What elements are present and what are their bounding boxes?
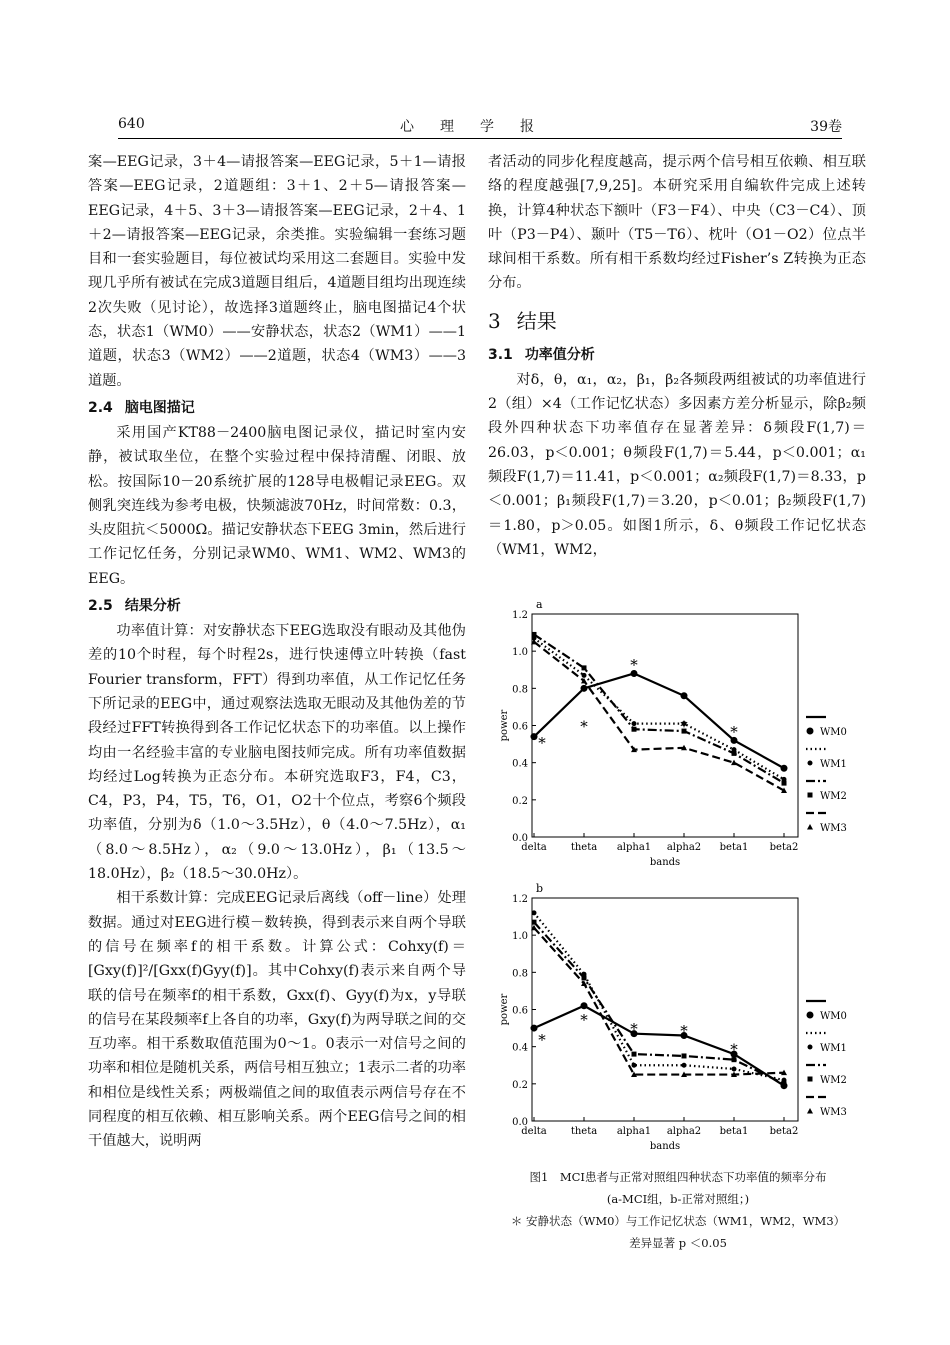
legend-marker (808, 793, 813, 798)
x-tick-label: theta (570, 842, 598, 853)
page-number: 640 (118, 116, 145, 132)
journal-title: 心理学报 (400, 119, 560, 135)
data-point (531, 733, 538, 740)
section-2-4-heading (88, 395, 466, 421)
y-tick-label: 0.6 (512, 721, 528, 733)
data-point (632, 721, 637, 726)
data-point (632, 1052, 637, 1057)
power-chart-a (490, 592, 870, 877)
data-point (532, 910, 537, 915)
data-point (732, 1066, 737, 1071)
x-axis-label: bands (649, 857, 681, 868)
data-point (732, 751, 737, 756)
data-point (581, 980, 587, 986)
x-tick-label: alpha2 (666, 1126, 702, 1137)
series-line-wm0 (534, 673, 784, 768)
y-tick-label: 1.2 (512, 894, 528, 905)
power-calc-paragraph: 功率值计算：对安静状态下EEG选取没有眼动及其他伪差的10个时程，每个时程2s，进行快速傅立叶转换（fast Fourier transform，FFT）得到功率值，从工作记忆任务下所记录的EEG中，通过观察法选取无眼动及其他伪差的节段经过FFT转换得到各工作记忆状态下的功率值。以上操作均由一名经验丰富的专业脑电图技师完成。所有功率值数据均经过Log转换为正态分布。本研究选取F3，F4，C3，C4，P3，P4，T5，T6，O1，O2十个位点，考察6个频段功率值，分别为δ（1.0～3.5Hz），θ（4.0～7.5Hz），α₁（8.0～8.5Hz），α₂（9.0～13.0Hz），β₁（13.5～18.0Hz），β₂（18.5～30.0Hz）。 (88, 623, 466, 883)
x-tick-label: beta1 (719, 1126, 749, 1137)
y-tick-label: 0.2 (512, 1079, 528, 1091)
power-analysis-paragraph: 对δ，θ，α₁，α₂，β₁，β₂各频段两组被试的功率值进行2（组）×4（工作记忆状态）多因素方差分析显示，除β₂频段外四种状态下功率值存在显著差异：δ频段F(1,7)＝26.03，p＜0.001；θ频段F(1,7)＝5.44，p＜0.001；α₁频段F(1,7)＝11.41，p＜0.001；α₂频段F(1,7)＝8.33，p＜0.001；β₁频段F(1,7)＝3.20，p＜0.01；β₂频段F(1,7)＝1.80，p＞0.05。如图1所示，δ、θ频段工作记忆状态（WM1，WM2， (488, 371, 866, 558)
caption-groups: (a-MCI组，b-正常对照组；) (606, 1192, 750, 1206)
chart-panel-a (490, 592, 870, 881)
y-tick-label: 0.2 (512, 795, 528, 807)
series-line-wm3 (534, 642, 784, 791)
data-point (582, 975, 587, 980)
legend-label: WM1 (820, 759, 847, 770)
section-3-1-heading (488, 342, 866, 368)
legend-marker (807, 1012, 814, 1019)
y-tick-label: 0.4 (512, 758, 528, 770)
caption-p-value: 差异显著 p ＜0.05 (629, 1236, 727, 1250)
legend-marker (808, 761, 813, 766)
legend-label: WM0 (820, 1011, 847, 1022)
data-point (682, 1053, 687, 1058)
page-header (118, 116, 842, 139)
data-point (532, 632, 537, 637)
legend-marker (807, 728, 814, 735)
x-tick-label: delta (521, 1126, 547, 1137)
paragraph-continued: 案—EEG记录，3＋4—请报答案—EEG记录，5＋1—请报答案—EEG记录，2道题组：3＋1、2＋5—请报答案—EEG记录，4＋5、3＋3—请报答案—EEG记录，2＋4、1＋2—请报答案—EEG记录，余类推。实验编辑一套练习题目和一套实验题目，每位被试均采用这二套题目。实验中发现几乎所有被试在完成3道题目组后，4道题目组均出现连续2次失败（见讨论），故选择3道题终止，脑电图描记4个状态，状态1（WM0）——安静状态，状态2（WM1）——1道题，状态3（WM2）——2道题，状态4（WM3）——3道题。 (88, 154, 466, 389)
significance-mark: * (538, 734, 546, 753)
panel-label: a (536, 598, 543, 611)
section-2-5-heading (88, 593, 466, 619)
significance-mark: * (630, 656, 638, 675)
section-title: 脑电图描记 (124, 399, 195, 416)
y-tick-label: 1.0 (512, 647, 528, 659)
y-tick-label: 0.0 (512, 833, 528, 844)
x-tick-label: delta (521, 842, 547, 853)
data-point (782, 781, 787, 786)
legend-label: WM2 (820, 1075, 847, 1086)
plot-frame (532, 614, 798, 837)
y-axis-label: power (499, 993, 510, 1026)
chart-panel-b (490, 876, 870, 1165)
caption-significance: ＊ 安静状态（WM0）与工作记忆状态（WM1，WM2，WM3） (510, 1214, 846, 1228)
figure-caption (488, 1166, 868, 1254)
data-point (782, 1081, 787, 1086)
significance-mark: * (580, 717, 588, 736)
legend-label: WM3 (820, 823, 847, 834)
y-tick-label: 0.8 (512, 684, 528, 696)
series-line-wm2 (534, 922, 784, 1084)
significance-mark: * (538, 1031, 546, 1050)
data-point (532, 920, 537, 925)
section-number: 2.4 (88, 399, 113, 416)
legend-label: WM0 (820, 727, 847, 738)
significance-mark: * (730, 723, 738, 742)
legend-marker (808, 1045, 813, 1050)
data-point (681, 692, 688, 699)
y-tick-label: 0.8 (512, 968, 528, 980)
series-line-wm1 (534, 638, 784, 779)
y-tick-label: 0.6 (512, 1005, 528, 1017)
data-point (781, 765, 788, 772)
legend-marker (807, 1108, 813, 1114)
x-tick-label: alpha1 (616, 842, 652, 853)
x-tick-label: beta2 (769, 1126, 799, 1137)
data-point (731, 760, 737, 766)
x-tick-label: alpha2 (666, 842, 702, 853)
legend-marker (807, 824, 813, 830)
y-axis-label: power (499, 709, 510, 742)
section-number: 2.5 (88, 598, 113, 615)
data-point (632, 727, 637, 732)
y-tick-label: 1.0 (512, 931, 528, 943)
section-number: 3.1 (488, 346, 513, 363)
legend-label: WM1 (820, 1043, 847, 1054)
x-tick-label: alpha1 (616, 1126, 652, 1137)
section-title: 功率值分析 (524, 346, 595, 363)
section-number: 3 (488, 308, 501, 333)
y-tick-label: 0.4 (512, 1042, 528, 1054)
coherence-calc-paragraph: 相干系数计算：完成EEG记录后离线（off－line）处理数据。通过对EEG进行模－数转换，得到表示来自两个导联的信号在频率f的相干系数。计算公式：Cohxy(f)＝[Gxy(f)]²/[Gxx(f)Gyy(f)]。其中Cohxy(f)表示来自两个导联的信号在频率f的相干系数，Gxx(f)、Gyy(f)为x，y导联的信号在某段频率f上各自的功率，Gxy(f)为两导联之间的交互功率。相干系数取值范围为0～1。0表示一对信号之间的功率和相位是随机关系，两信号相互独立；1表示二者的功率和相位是线性关系；两极端值之间的取值表示两信号存在不同程度的相互依赖、相互影响关系。两个EEG信号之间的相干值越大，说明两 (88, 890, 466, 1150)
y-tick-label: 0.0 (512, 1117, 528, 1128)
significance-mark: * (630, 1020, 638, 1039)
legend-label: WM3 (820, 1107, 847, 1118)
significance-mark: * (580, 1010, 588, 1029)
series-line-wm3 (534, 928, 784, 1075)
data-point (682, 1063, 687, 1068)
data-point (582, 673, 587, 678)
data-point (531, 1025, 538, 1032)
legend-marker (808, 1077, 813, 1082)
section-title: 结果分析 (124, 598, 181, 615)
data-point (582, 665, 587, 670)
significance-mark: * (730, 1040, 738, 1059)
data-point (581, 685, 588, 692)
paragraph-continued: 者活动的同步化程度越高，提示两个信号相互依赖、相互联络的程度越强[7,9,25]。本研究采用自编软件完成上述转换，计算4种状态下额叶（F3－F4）、中央（C3－C4）、顶叶（P3－P4）、颞叶（T5－T6）、枕叶（O1－O2）位点半球间相干系数。所有相干系数均经过Fisher’s Z转换为正态分布。 (488, 154, 866, 292)
x-tick-label: theta (570, 1126, 598, 1137)
data-point (632, 1063, 637, 1068)
power-chart-b (490, 876, 870, 1161)
significance-mark: * (680, 717, 688, 736)
series-line-wm2 (534, 634, 784, 783)
data-point (581, 1002, 588, 1009)
significance-mark: * (680, 1021, 688, 1040)
section-title: 结果 (516, 308, 557, 333)
x-tick-label: beta1 (719, 842, 749, 853)
y-tick-label: 1.2 (512, 610, 528, 621)
section-3-heading (488, 304, 866, 338)
panel-label: b (536, 882, 544, 895)
x-axis-label: bands (649, 1141, 681, 1152)
right-column (488, 150, 866, 562)
caption-title: 图1 MCI患者与正常对照组四种状态下功率值的频率分布 (529, 1170, 827, 1184)
legend-label: WM2 (820, 791, 847, 802)
volume-label: 39卷 (810, 119, 842, 135)
plot-frame (532, 898, 798, 1121)
left-column (88, 150, 466, 1154)
x-tick-label: beta2 (769, 842, 799, 853)
eeg-recording-paragraph: 采用国产KT88－2400脑电图记录仪，描记时室内安静，被试取坐位，在整个实验过程中保持清醒、闭眼、放松。按国际10－20系统扩展的128导电极帽记录EEG。双侧乳突连线为参考电极，快频滤波70Hz，时间常数：0.3，头皮阻抗＜5000Ω。描记安静状态下EEG 3min，然后进行工作记忆任务，分别记录WM0、WM1、WM2、WM3的EEG。 (88, 424, 466, 587)
